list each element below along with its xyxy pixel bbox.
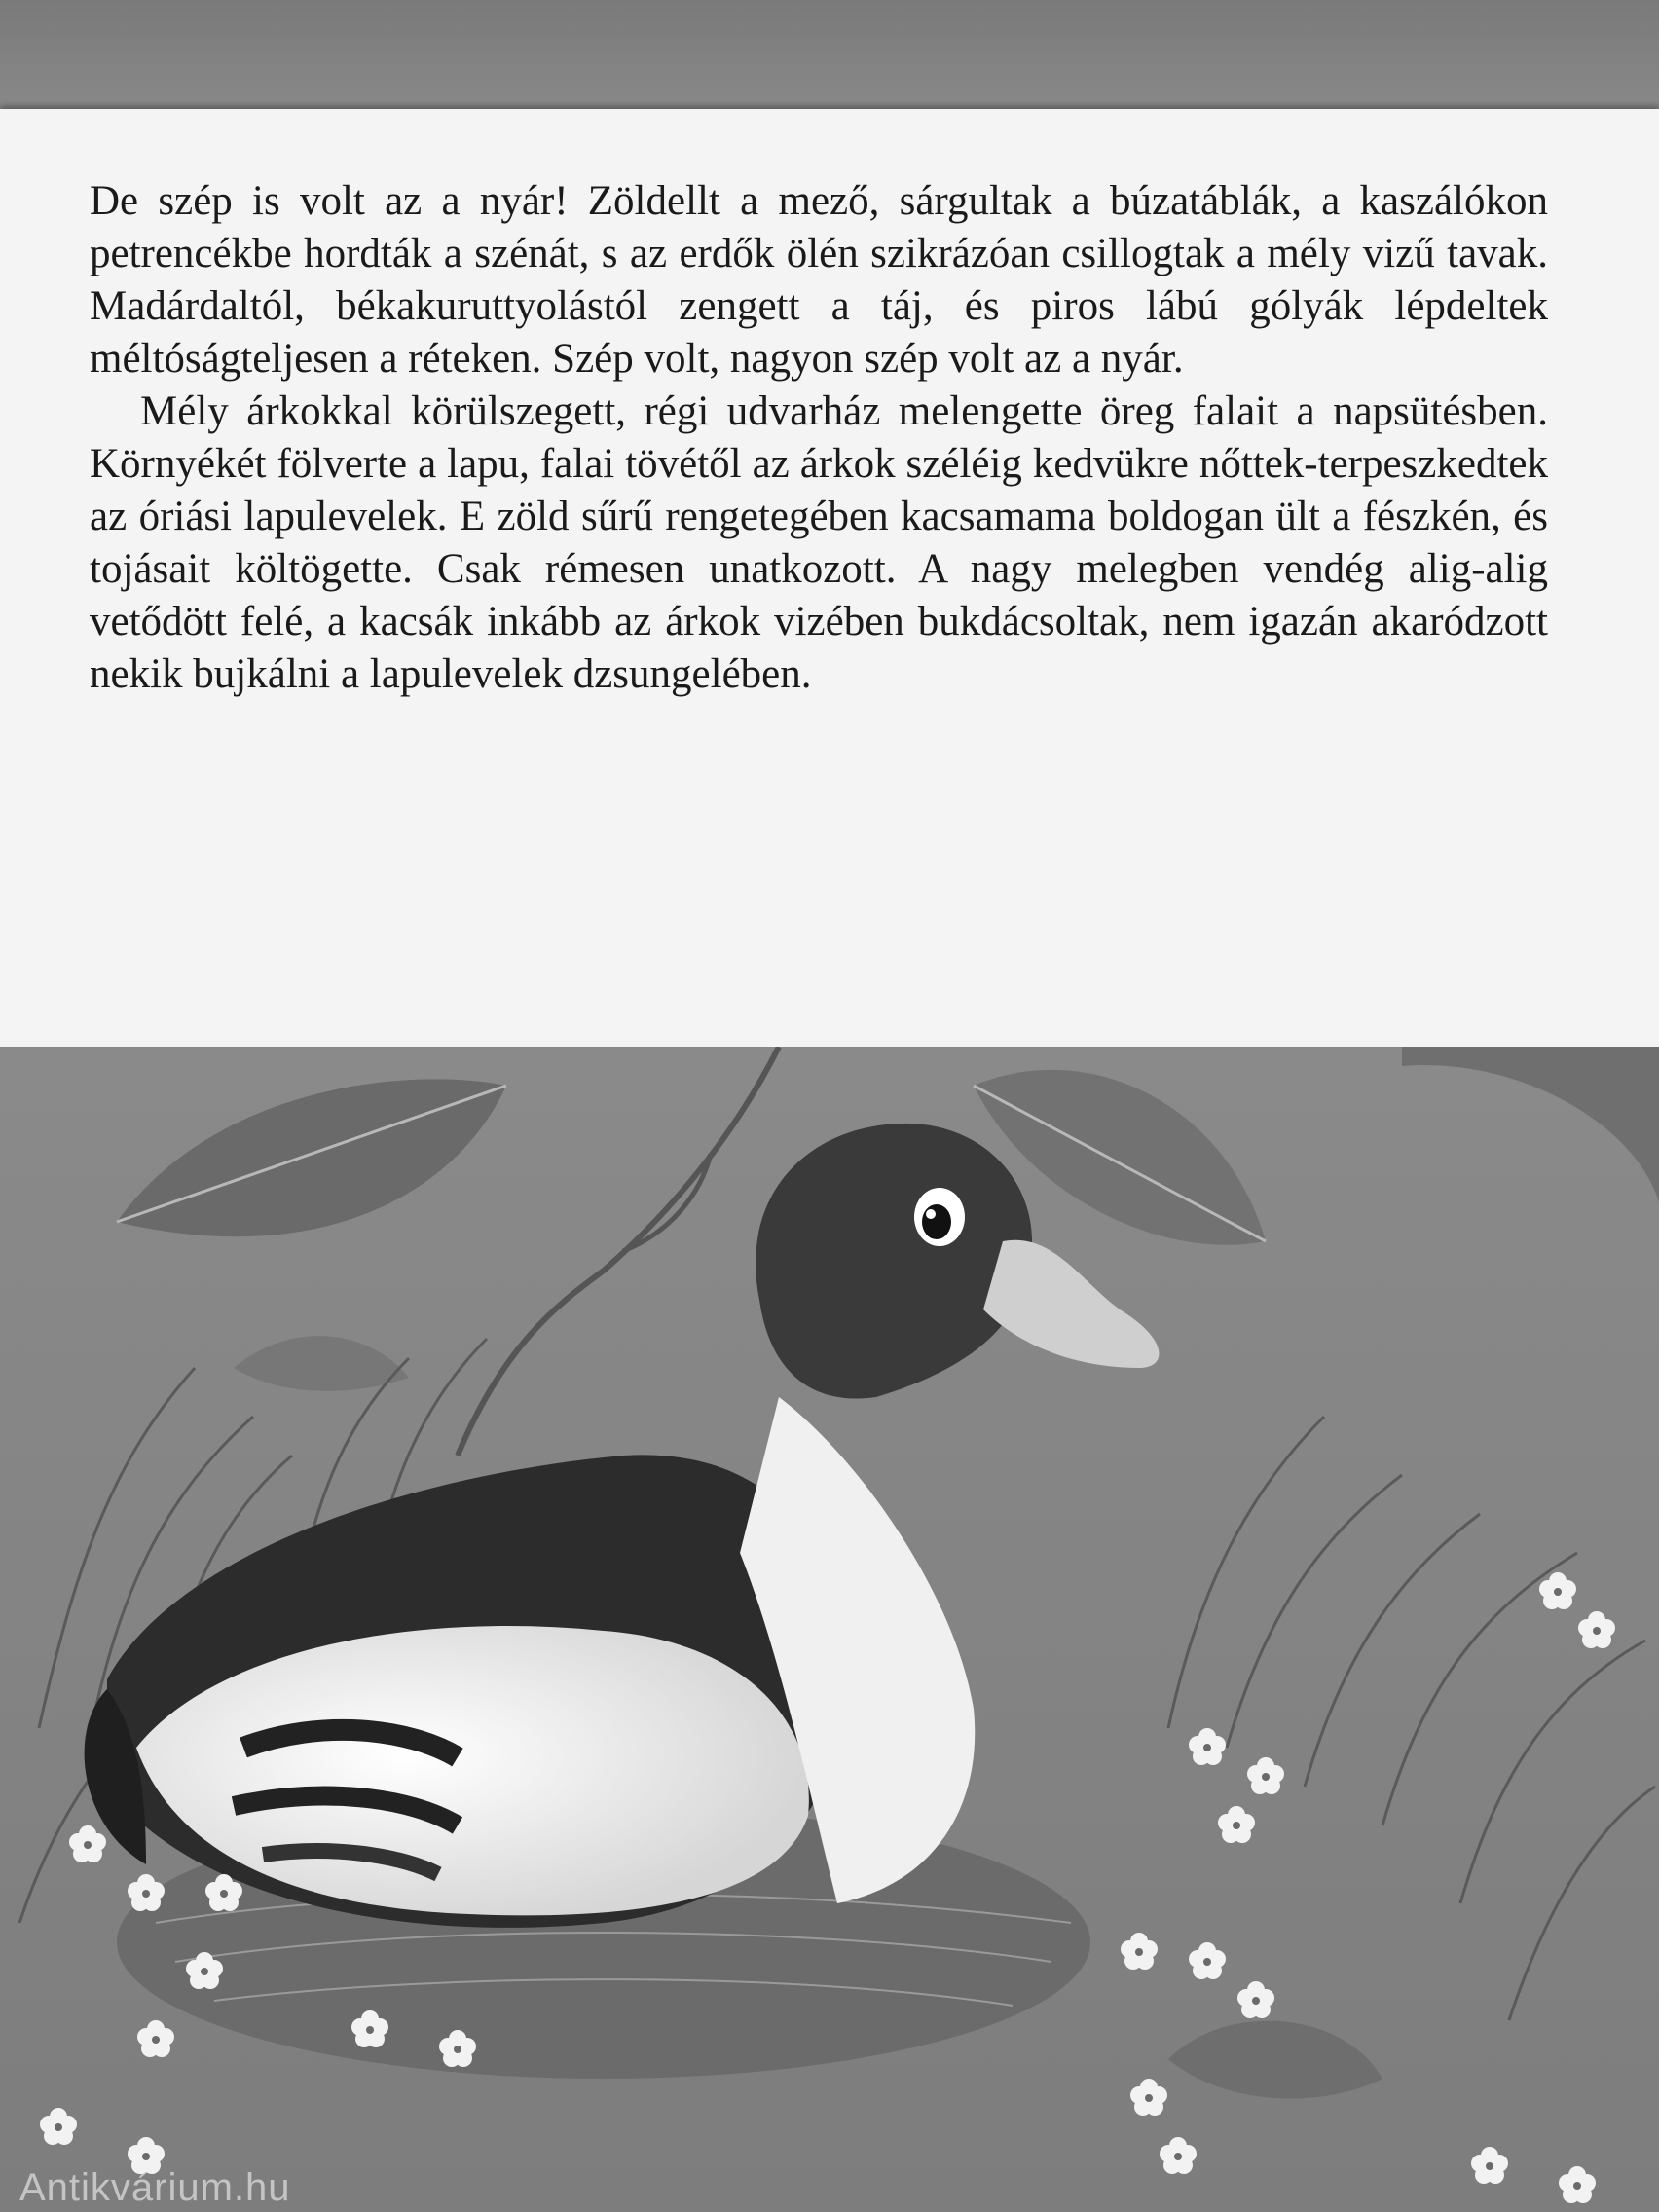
watermark: Antikvárium.hu [19, 2166, 291, 2209]
paragraph-2: Mély árkokkal körülszegett, régi udvarház melengette öreg falait a napsütésben. Környékét fölverte a lapu, falai tövétől az árkok széléig kedvükre nőttek-terpeszkedtek az óriási lapulevelek. E zöld sűrű rengetegében kacsamama boldogan ült a fészkén, és tojásait költögette. Csak rémesen unatkozott. A nagy melegben vendég alig-alig vetődött felé, a kacsák inkább az árkok vizében bukdácsoltak, nem igazán akaródzott nekik bujkálni a lapulevelek dzsungelében. [90, 388, 1548, 697]
duck-illustration [0, 1047, 1659, 2212]
story-text [90, 175, 1548, 701]
paragraph-1: De szép is volt az a nyár! Zöldellt a mező, sárgultak a búzatáblák, a kaszálókon petrencékbe hordták a szénát, s az erdők ölén szikrázóan csillogtak a mély vizű tavak. Madárdaltól, békakuruttyolástól zengett a táj, és piros lábú gólyák lépdeltek méltóságteljesen a réteken. Szép volt, nagyon szép volt az a nyár. [90, 178, 1548, 382]
